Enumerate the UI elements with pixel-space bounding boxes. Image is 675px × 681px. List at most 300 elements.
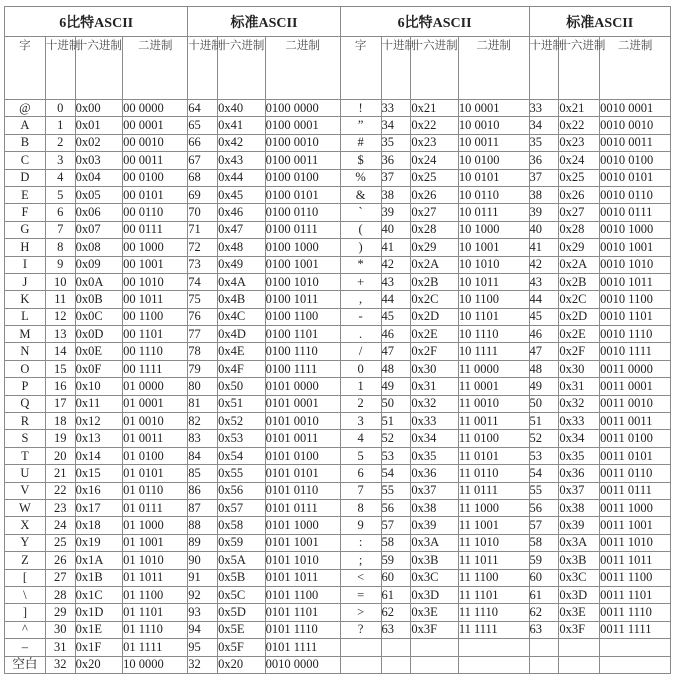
decimal-cell: 55 <box>529 482 559 499</box>
hex-cell: 0x20 <box>218 656 265 674</box>
decimal-cell: 18 <box>45 413 75 430</box>
binary-cell: 00 0011 <box>123 152 188 169</box>
hex-cell: 0x16 <box>75 482 122 499</box>
column-dec-header: 十进制 <box>529 37 559 100</box>
hex-cell: 0x32 <box>411 395 458 412</box>
hex-cell: 0x10 <box>75 378 122 395</box>
hex-cell: 0x18 <box>75 517 122 534</box>
table-row <box>5 656 671 674</box>
table-row <box>5 447 671 464</box>
binary-cell: 0010 1001 <box>600 239 671 256</box>
binary-cell: 0010 1110 <box>600 326 671 343</box>
hex-cell: 0x5E <box>218 621 265 638</box>
binary-cell: 0100 1110 <box>265 343 340 360</box>
decimal-cell: 65 <box>188 117 218 134</box>
hex-cell: 0x28 <box>559 221 600 238</box>
decimal-cell: 50 <box>529 395 559 412</box>
table-row <box>5 621 671 638</box>
hex-cell: 0x2E <box>559 326 600 343</box>
decimal-cell: 26 <box>45 552 75 569</box>
char-cell: F <box>5 204 46 221</box>
decimal-cell: 44 <box>529 291 559 308</box>
hex-cell: 0x29 <box>411 239 458 256</box>
decimal-cell: 37 <box>529 169 559 186</box>
decimal-cell: 9 <box>45 256 75 273</box>
column-hex-header: 十六进制 <box>218 37 265 100</box>
char-cell: > <box>340 604 381 621</box>
binary-cell: 10 0010 <box>458 117 529 134</box>
column-dec-header: 十进制 <box>381 37 411 100</box>
char-cell: , <box>340 291 381 308</box>
decimal-cell: 6 <box>45 204 75 221</box>
hex-cell: 0x33 <box>559 413 600 430</box>
decimal-cell: 63 <box>529 621 559 638</box>
hex-cell: 0x06 <box>75 204 122 221</box>
table-row <box>5 586 671 603</box>
binary-cell: 00 1011 <box>123 291 188 308</box>
binary-cell: 0011 1101 <box>600 586 671 603</box>
column-header-row <box>5 37 671 100</box>
binary-cell: 0011 1001 <box>600 517 671 534</box>
char-cell: U <box>5 465 46 482</box>
char-cell: I <box>5 256 46 273</box>
binary-cell: 0010 0010 <box>600 117 671 134</box>
hex-cell: 0x3B <box>559 552 600 569</box>
char-cell: % <box>340 169 381 186</box>
decimal-cell: 63 <box>381 621 411 638</box>
binary-cell: 0100 0011 <box>265 152 340 169</box>
char-cell: ! <box>340 100 381 117</box>
char-cell: ; <box>340 552 381 569</box>
decimal-cell: 43 <box>381 273 411 290</box>
hex-cell: 0x39 <box>411 517 458 534</box>
hex-cell: 0x5D <box>218 604 265 621</box>
table-row <box>5 186 671 203</box>
hex-cell: 0x5A <box>218 552 265 569</box>
binary-cell: 01 1010 <box>123 552 188 569</box>
char-cell: = <box>340 586 381 603</box>
char-cell: ( <box>340 221 381 238</box>
binary-cell: 0101 1101 <box>265 604 340 621</box>
hex-cell: 0x02 <box>75 134 122 151</box>
char-cell: W <box>5 499 46 516</box>
table-row <box>5 360 671 377</box>
hex-cell: 0x0D <box>75 326 122 343</box>
binary-cell: 01 1000 <box>123 517 188 534</box>
hex-cell: 0x26 <box>411 186 458 203</box>
table-row <box>5 134 671 151</box>
binary-cell: 10 0001 <box>458 100 529 117</box>
decimal-cell: 67 <box>188 152 218 169</box>
decimal-cell: 41 <box>529 239 559 256</box>
binary-cell <box>458 639 529 656</box>
binary-cell: 00 0001 <box>123 117 188 134</box>
table-row <box>5 204 671 221</box>
decimal-cell <box>381 656 411 674</box>
binary-cell: 00 1111 <box>123 360 188 377</box>
decimal-cell: 74 <box>188 273 218 290</box>
hex-cell: 0x46 <box>218 204 265 221</box>
decimal-cell: 15 <box>45 360 75 377</box>
decimal-cell: 54 <box>381 465 411 482</box>
hex-cell: 0x36 <box>559 465 600 482</box>
hex-cell: 0x01 <box>75 117 122 134</box>
hex-cell: 0x37 <box>411 482 458 499</box>
hex-cell: 0x09 <box>75 256 122 273</box>
char-cell: 空白 <box>5 656 46 674</box>
hex-cell: 0x11 <box>75 395 122 412</box>
decimal-cell: 91 <box>188 569 218 586</box>
char-cell: \ <box>5 586 46 603</box>
hex-cell: 0x36 <box>411 465 458 482</box>
binary-cell: 0010 0011 <box>600 134 671 151</box>
char-cell: # <box>340 134 381 151</box>
hex-cell: 0x0F <box>75 360 122 377</box>
char-cell: G <box>5 221 46 238</box>
hex-cell: 0x30 <box>559 360 600 377</box>
char-cell: T <box>5 447 46 464</box>
decimal-cell: 33 <box>529 100 559 117</box>
binary-cell: 00 1110 <box>123 343 188 360</box>
binary-cell: 0011 1010 <box>600 534 671 551</box>
decimal-cell: 76 <box>188 308 218 325</box>
hex-cell: 0x2B <box>559 273 600 290</box>
binary-cell: 10 0111 <box>458 204 529 221</box>
hex-cell: 0x42 <box>218 134 265 151</box>
binary-cell: 01 0111 <box>123 499 188 516</box>
decimal-cell: 27 <box>45 569 75 586</box>
binary-cell: 0101 0011 <box>265 430 340 447</box>
char-cell: * <box>340 256 381 273</box>
decimal-cell: 38 <box>381 186 411 203</box>
hex-cell: 0x19 <box>75 534 122 551</box>
binary-cell <box>458 656 529 674</box>
decimal-cell: 62 <box>529 604 559 621</box>
hex-cell: 0x21 <box>411 100 458 117</box>
char-cell: V <box>5 482 46 499</box>
decimal-cell: 24 <box>45 517 75 534</box>
decimal-cell: 45 <box>529 308 559 325</box>
binary-cell: 0010 0110 <box>600 186 671 203</box>
binary-cell: 0101 0001 <box>265 395 340 412</box>
column-char-header: 字 <box>5 37 46 100</box>
decimal-cell: 41 <box>381 239 411 256</box>
column-hex-header: 十六进制 <box>411 37 458 100</box>
binary-cell: 0011 0010 <box>600 395 671 412</box>
group-header-std-left: 标准ASCII <box>188 7 340 37</box>
binary-cell: 00 1101 <box>123 326 188 343</box>
column-bin-header: 二进制 <box>265 37 340 100</box>
table-row <box>5 499 671 516</box>
column-bin-header: 二进制 <box>458 37 529 100</box>
char-cell: B <box>5 134 46 151</box>
binary-cell: 0101 0110 <box>265 482 340 499</box>
decimal-cell: 20 <box>45 447 75 464</box>
decimal-cell: 36 <box>529 152 559 169</box>
hex-cell: 0x22 <box>411 117 458 134</box>
hex-cell: 0x50 <box>218 378 265 395</box>
hex-cell: 0x35 <box>559 447 600 464</box>
hex-cell <box>411 656 458 674</box>
hex-cell: 0x33 <box>411 413 458 430</box>
hex-cell: 0x08 <box>75 239 122 256</box>
decimal-cell: 14 <box>45 343 75 360</box>
table-row <box>5 395 671 412</box>
hex-cell: 0x43 <box>218 152 265 169</box>
hex-cell: 0x4B <box>218 291 265 308</box>
decimal-cell: 11 <box>45 291 75 308</box>
hex-cell: 0x5F <box>218 639 265 656</box>
hex-cell: 0x00 <box>75 100 122 117</box>
group-header-6bit-right: 6比特ASCII <box>340 7 529 37</box>
column-dec-header: 十进制 <box>188 37 218 100</box>
char-cell: R <box>5 413 46 430</box>
hex-cell: 0x2D <box>411 308 458 325</box>
binary-cell: 00 0101 <box>123 186 188 203</box>
hex-cell: 0x2F <box>411 343 458 360</box>
decimal-cell: 88 <box>188 517 218 534</box>
table-row <box>5 117 671 134</box>
binary-cell: 00 0010 <box>123 134 188 151</box>
binary-cell: 11 0011 <box>458 413 529 430</box>
hex-cell: 0x3B <box>411 552 458 569</box>
decimal-cell: 52 <box>381 430 411 447</box>
decimal-cell: 28 <box>45 586 75 603</box>
hex-cell: 0x53 <box>218 430 265 447</box>
binary-cell: 01 1111 <box>123 639 188 656</box>
hex-cell: 0x25 <box>411 169 458 186</box>
char-cell: 3 <box>340 413 381 430</box>
binary-cell: 11 0111 <box>458 482 529 499</box>
decimal-cell: 61 <box>381 586 411 603</box>
table-row <box>5 430 671 447</box>
hex-cell: 0x51 <box>218 395 265 412</box>
decimal-cell: 87 <box>188 499 218 516</box>
binary-cell: 0100 1011 <box>265 291 340 308</box>
binary-cell <box>600 639 671 656</box>
hex-cell: 0x23 <box>411 134 458 151</box>
decimal-cell: 39 <box>381 204 411 221</box>
char-cell: Y <box>5 534 46 551</box>
column-bin-header: 二进制 <box>123 37 188 100</box>
decimal-cell: 29 <box>45 604 75 621</box>
decimal-cell: 34 <box>529 117 559 134</box>
decimal-cell: 93 <box>188 604 218 621</box>
char-cell: . <box>340 326 381 343</box>
binary-cell: 10 1111 <box>458 343 529 360</box>
hex-cell: 0x39 <box>559 517 600 534</box>
binary-cell: 0101 1011 <box>265 569 340 586</box>
table-row <box>5 256 671 273</box>
table-body <box>5 100 671 674</box>
hex-cell: 0x0B <box>75 291 122 308</box>
hex-cell: 0x54 <box>218 447 265 464</box>
hex-cell: 0x24 <box>411 152 458 169</box>
decimal-cell: 54 <box>529 465 559 482</box>
binary-cell: 01 1100 <box>123 586 188 603</box>
hex-cell: 0x17 <box>75 499 122 516</box>
hex-cell: 0x13 <box>75 430 122 447</box>
decimal-cell: 23 <box>45 499 75 516</box>
hex-cell: 0x31 <box>559 378 600 395</box>
binary-cell: 0100 1101 <box>265 326 340 343</box>
char-cell: – <box>5 639 46 656</box>
decimal-cell: 32 <box>188 656 218 674</box>
binary-cell: 01 0100 <box>123 447 188 464</box>
char-cell: H <box>5 239 46 256</box>
hex-cell: 0x20 <box>75 656 122 674</box>
binary-cell: 00 0100 <box>123 169 188 186</box>
decimal-cell: 1 <box>45 117 75 134</box>
decimal-cell: 0 <box>45 100 75 117</box>
hex-cell: 0x23 <box>559 134 600 151</box>
char-cell: ` <box>340 204 381 221</box>
decimal-cell: 46 <box>381 326 411 343</box>
decimal-cell: 71 <box>188 221 218 238</box>
hex-cell: 0x38 <box>411 499 458 516</box>
decimal-cell: 21 <box>45 465 75 482</box>
binary-cell: 0011 0011 <box>600 413 671 430</box>
hex-cell: 0x3D <box>411 586 458 603</box>
binary-cell: 0011 1100 <box>600 569 671 586</box>
decimal-cell: 72 <box>188 239 218 256</box>
binary-cell: 0011 1110 <box>600 604 671 621</box>
hex-cell: 0x1D <box>75 604 122 621</box>
binary-cell: 0100 0100 <box>265 169 340 186</box>
hex-cell <box>559 639 600 656</box>
char-cell: 4 <box>340 430 381 447</box>
decimal-cell: 59 <box>381 552 411 569</box>
hex-cell: 0x4A <box>218 273 265 290</box>
hex-cell: 0x4E <box>218 343 265 360</box>
hex-cell: 0x56 <box>218 482 265 499</box>
decimal-cell: 53 <box>529 447 559 464</box>
binary-cell: 0100 0001 <box>265 117 340 134</box>
binary-cell: 0010 0101 <box>600 169 671 186</box>
binary-cell: 0011 0001 <box>600 378 671 395</box>
binary-cell: 11 1100 <box>458 569 529 586</box>
decimal-cell: 2 <box>45 134 75 151</box>
hex-cell: 0x45 <box>218 186 265 203</box>
decimal-cell: 56 <box>381 499 411 516</box>
decimal-cell <box>529 639 559 656</box>
binary-cell: 11 1011 <box>458 552 529 569</box>
table-row <box>5 273 671 290</box>
char-cell: - <box>340 308 381 325</box>
column-hex-header: 十六进制 <box>75 37 122 100</box>
binary-cell: 11 0101 <box>458 447 529 464</box>
decimal-cell: 10 <box>45 273 75 290</box>
binary-cell: 0100 0000 <box>265 100 340 117</box>
binary-cell: 11 1101 <box>458 586 529 603</box>
binary-cell: 11 1001 <box>458 517 529 534</box>
binary-cell: 11 1111 <box>458 621 529 638</box>
decimal-cell: 47 <box>529 343 559 360</box>
table-row <box>5 308 671 325</box>
char-cell <box>340 656 381 674</box>
binary-cell: 10 0110 <box>458 186 529 203</box>
decimal-cell: 42 <box>381 256 411 273</box>
char-cell: 1 <box>340 378 381 395</box>
decimal-cell: 84 <box>188 447 218 464</box>
binary-cell: 10 1001 <box>458 239 529 256</box>
decimal-cell <box>381 639 411 656</box>
table-row <box>5 239 671 256</box>
hex-cell: 0x52 <box>218 413 265 430</box>
binary-cell: 0100 1010 <box>265 273 340 290</box>
binary-cell: 0101 1100 <box>265 586 340 603</box>
decimal-cell: 35 <box>381 134 411 151</box>
group-header-std-right: 标准ASCII <box>529 7 670 37</box>
decimal-cell: 8 <box>45 239 75 256</box>
binary-cell: 01 1001 <box>123 534 188 551</box>
hex-cell: 0x03 <box>75 152 122 169</box>
hex-cell: 0x1C <box>75 586 122 603</box>
binary-cell: 01 0010 <box>123 413 188 430</box>
binary-cell: 0101 1110 <box>265 621 340 638</box>
decimal-cell: 40 <box>381 221 411 238</box>
char-cell: ^ <box>5 621 46 638</box>
binary-cell: 00 0110 <box>123 204 188 221</box>
decimal-cell: 68 <box>188 169 218 186</box>
hex-cell: 0x41 <box>218 117 265 134</box>
binary-cell: 0100 1000 <box>265 239 340 256</box>
binary-cell: 0101 1001 <box>265 534 340 551</box>
decimal-cell: 45 <box>381 308 411 325</box>
char-cell: 5 <box>340 447 381 464</box>
decimal-cell <box>529 656 559 674</box>
char-cell: S <box>5 430 46 447</box>
hex-cell: 0x3C <box>411 569 458 586</box>
binary-cell: 0011 0000 <box>600 360 671 377</box>
decimal-cell: 80 <box>188 378 218 395</box>
char-cell: A <box>5 117 46 134</box>
table-row <box>5 343 671 360</box>
hex-cell: 0x0E <box>75 343 122 360</box>
decimal-cell: 66 <box>188 134 218 151</box>
char-cell: E <box>5 186 46 203</box>
char-cell: 2 <box>340 395 381 412</box>
hex-cell: 0x1E <box>75 621 122 638</box>
binary-cell: 0100 0010 <box>265 134 340 151</box>
binary-cell: 0010 1011 <box>600 273 671 290</box>
decimal-cell: 43 <box>529 273 559 290</box>
decimal-cell: 52 <box>529 430 559 447</box>
binary-cell: 0101 1000 <box>265 517 340 534</box>
hex-cell: 0x2E <box>411 326 458 343</box>
decimal-cell: 42 <box>529 256 559 273</box>
binary-cell: 0100 1111 <box>265 360 340 377</box>
binary-cell: 11 0100 <box>458 430 529 447</box>
table-row <box>5 552 671 569</box>
hex-cell: 0x31 <box>411 378 458 395</box>
char-cell: O <box>5 360 46 377</box>
hex-cell: 0x12 <box>75 413 122 430</box>
table-row <box>5 169 671 186</box>
table-row <box>5 413 671 430</box>
hex-cell: 0x2C <box>559 291 600 308</box>
decimal-cell: 34 <box>381 117 411 134</box>
hex-cell: 0x58 <box>218 517 265 534</box>
binary-cell: 11 1000 <box>458 499 529 516</box>
decimal-cell: 39 <box>529 204 559 221</box>
binary-cell: 10 0000 <box>123 656 188 674</box>
decimal-cell: 61 <box>529 586 559 603</box>
char-cell: $ <box>340 152 381 169</box>
binary-cell: 0101 0100 <box>265 447 340 464</box>
binary-cell: 10 0101 <box>458 169 529 186</box>
binary-cell: 0011 1000 <box>600 499 671 516</box>
